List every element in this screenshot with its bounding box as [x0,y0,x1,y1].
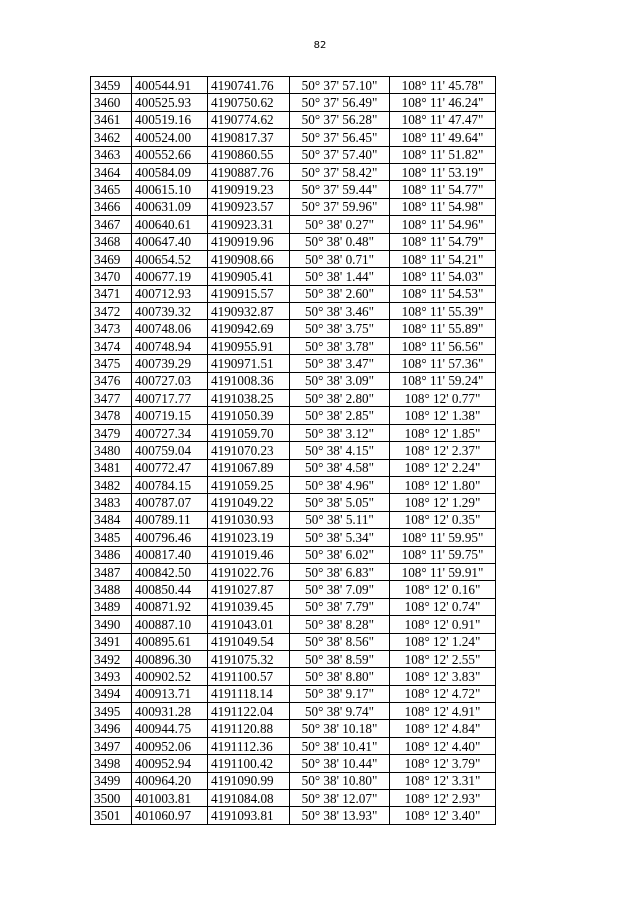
table-row [91,529,496,546]
latitude-cell: 50° 38' 6.83" [290,563,390,580]
x-coordinate-cell: 400842.50 [132,563,208,580]
latitude-cell: 50° 38' 8.28" [290,616,390,633]
y-coordinate-cell: 4191084.08 [208,790,290,807]
table-row [91,355,496,372]
latitude-cell: 50° 37' 58.42" [290,163,390,180]
point-id-cell: 3462 [91,129,132,146]
y-coordinate-cell: 4190750.62 [208,94,290,111]
latitude-cell: 50° 38' 5.34" [290,529,390,546]
latitude-cell: 50° 38' 2.80" [290,390,390,407]
longitude-cell: 108° 11' 59.91" [390,563,496,580]
point-id-cell: 3497 [91,737,132,754]
table-row [91,703,496,720]
latitude-cell: 50° 38' 2.85" [290,407,390,424]
latitude-cell: 50° 37' 56.45" [290,129,390,146]
x-coordinate-cell: 400677.19 [132,268,208,285]
point-id-cell: 3479 [91,424,132,441]
table-row [91,303,496,320]
table-row [91,77,496,94]
x-coordinate-cell: 400739.29 [132,355,208,372]
point-id-cell: 3468 [91,233,132,250]
point-id-cell: 3482 [91,476,132,493]
x-coordinate-cell: 400552.66 [132,146,208,163]
latitude-cell: 50° 38' 10.80" [290,772,390,789]
table-row [91,216,496,233]
table-row [91,633,496,650]
table-row [91,720,496,737]
y-coordinate-cell: 4191039.45 [208,598,290,615]
table-row [91,772,496,789]
x-coordinate-cell: 400789.11 [132,511,208,528]
latitude-cell: 50° 37' 57.10" [290,77,390,94]
y-coordinate-cell: 4190860.55 [208,146,290,163]
latitude-cell: 50° 37' 59.44" [290,181,390,198]
x-coordinate-cell: 400850.44 [132,581,208,598]
point-id-cell: 3481 [91,459,132,476]
point-id-cell: 3484 [91,511,132,528]
x-coordinate-cell: 400887.10 [132,616,208,633]
y-coordinate-cell: 4191019.46 [208,546,290,563]
x-coordinate-cell: 400817.40 [132,546,208,563]
table-row [91,320,496,337]
latitude-cell: 50° 37' 57.40" [290,146,390,163]
x-coordinate-cell: 400895.61 [132,633,208,650]
x-coordinate-cell: 400717.77 [132,390,208,407]
table-row [91,337,496,354]
x-coordinate-cell: 400544.91 [132,77,208,94]
y-coordinate-cell: 4191100.42 [208,755,290,772]
x-coordinate-cell: 400519.16 [132,111,208,128]
latitude-cell: 50° 38' 1.44" [290,268,390,285]
point-id-cell: 3475 [91,355,132,372]
latitude-cell: 50° 38' 3.09" [290,372,390,389]
y-coordinate-cell: 4190905.41 [208,268,290,285]
table-row [91,546,496,563]
y-coordinate-cell: 4190915.57 [208,285,290,302]
table-row [91,372,496,389]
point-id-cell: 3477 [91,390,132,407]
x-coordinate-cell: 400759.04 [132,442,208,459]
point-id-cell: 3473 [91,320,132,337]
y-coordinate-cell: 4191049.22 [208,494,290,511]
longitude-cell: 108° 12' 2.37" [390,442,496,459]
table-row [91,424,496,441]
point-id-cell: 3499 [91,772,132,789]
point-id-cell: 3460 [91,94,132,111]
y-coordinate-cell: 4190817.37 [208,129,290,146]
table-row [91,233,496,250]
point-id-cell: 3480 [91,442,132,459]
longitude-cell: 108° 11' 49.64" [390,129,496,146]
table-row [91,685,496,702]
y-coordinate-cell: 4191100.57 [208,668,290,685]
x-coordinate-cell: 400896.30 [132,650,208,667]
point-id-cell: 3474 [91,337,132,354]
longitude-cell: 108° 11' 45.78" [390,77,496,94]
coordinates-table [90,76,496,825]
point-id-cell: 3466 [91,198,132,215]
table-row [91,181,496,198]
y-coordinate-cell: 4191120.88 [208,720,290,737]
point-id-cell: 3488 [91,581,132,598]
y-coordinate-cell: 4191049.54 [208,633,290,650]
longitude-cell: 108° 12' 0.77" [390,390,496,407]
y-coordinate-cell: 4191122.04 [208,703,290,720]
x-coordinate-cell: 400524.00 [132,129,208,146]
table-row [91,650,496,667]
table-row [91,442,496,459]
x-coordinate-cell: 400964.20 [132,772,208,789]
table-row [91,163,496,180]
longitude-cell: 108° 12' 0.74" [390,598,496,615]
point-id-cell: 3493 [91,668,132,685]
x-coordinate-cell: 400952.94 [132,755,208,772]
longitude-cell: 108° 11' 54.96" [390,216,496,233]
longitude-cell: 108° 11' 54.53" [390,285,496,302]
longitude-cell: 108° 12' 1.38" [390,407,496,424]
longitude-cell: 108° 12' 1.29" [390,494,496,511]
latitude-cell: 50° 38' 4.96" [290,476,390,493]
x-coordinate-cell: 401003.81 [132,790,208,807]
longitude-cell: 108° 12' 4.40" [390,737,496,754]
latitude-cell: 50° 38' 3.75" [290,320,390,337]
table-row [91,511,496,528]
x-coordinate-cell: 400772.47 [132,459,208,476]
longitude-cell: 108° 11' 57.36" [390,355,496,372]
table-row [91,268,496,285]
longitude-cell: 108° 11' 51.82" [390,146,496,163]
y-coordinate-cell: 4190923.31 [208,216,290,233]
x-coordinate-cell: 400748.06 [132,320,208,337]
point-id-cell: 3494 [91,685,132,702]
x-coordinate-cell: 400712.93 [132,285,208,302]
point-id-cell: 3500 [91,790,132,807]
x-coordinate-cell: 401060.97 [132,807,208,824]
longitude-cell: 108° 11' 46.24" [390,94,496,111]
y-coordinate-cell: 4191090.99 [208,772,290,789]
y-coordinate-cell: 4190741.76 [208,77,290,94]
point-id-cell: 3496 [91,720,132,737]
point-id-cell: 3467 [91,216,132,233]
longitude-cell: 108° 11' 59.24" [390,372,496,389]
table-row [91,737,496,754]
table-row [91,250,496,267]
longitude-cell: 108° 12' 3.83" [390,668,496,685]
table-row [91,616,496,633]
longitude-cell: 108° 11' 59.95" [390,529,496,546]
y-coordinate-cell: 4190923.57 [208,198,290,215]
table-row [91,807,496,824]
table-row [91,94,496,111]
y-coordinate-cell: 4191030.93 [208,511,290,528]
latitude-cell: 50° 38' 3.78" [290,337,390,354]
y-coordinate-cell: 4190942.69 [208,320,290,337]
table-row [91,668,496,685]
table-row [91,146,496,163]
table-row [91,581,496,598]
point-id-cell: 3471 [91,285,132,302]
table-row [91,598,496,615]
point-id-cell: 3459 [91,77,132,94]
latitude-cell: 50° 38' 5.11" [290,511,390,528]
x-coordinate-cell: 400584.09 [132,163,208,180]
y-coordinate-cell: 4190887.76 [208,163,290,180]
longitude-cell: 108° 12' 0.35" [390,511,496,528]
y-coordinate-cell: 4191023.19 [208,529,290,546]
latitude-cell: 50° 37' 59.96" [290,198,390,215]
latitude-cell: 50° 38' 3.46" [290,303,390,320]
latitude-cell: 50° 38' 6.02" [290,546,390,563]
latitude-cell: 50° 38' 0.48" [290,233,390,250]
coordinates-table-body [91,77,496,825]
latitude-cell: 50° 38' 4.58" [290,459,390,476]
x-coordinate-cell: 400913.71 [132,685,208,702]
y-coordinate-cell: 4190955.91 [208,337,290,354]
y-coordinate-cell: 4190932.87 [208,303,290,320]
table-row [91,459,496,476]
point-id-cell: 3492 [91,650,132,667]
y-coordinate-cell: 4190774.62 [208,111,290,128]
point-id-cell: 3495 [91,703,132,720]
point-id-cell: 3489 [91,598,132,615]
longitude-cell: 108° 12' 4.84" [390,720,496,737]
x-coordinate-cell: 400631.09 [132,198,208,215]
table-row [91,790,496,807]
latitude-cell: 50° 37' 56.28" [290,111,390,128]
x-coordinate-cell: 400647.40 [132,233,208,250]
y-coordinate-cell: 4190919.96 [208,233,290,250]
table-row [91,198,496,215]
longitude-cell: 108° 12' 4.72" [390,685,496,702]
y-coordinate-cell: 4190971.51 [208,355,290,372]
longitude-cell: 108° 12' 0.16" [390,581,496,598]
table-row [91,563,496,580]
latitude-cell: 50° 38' 9.17" [290,685,390,702]
point-id-cell: 3464 [91,163,132,180]
x-coordinate-cell: 400871.92 [132,598,208,615]
x-coordinate-cell: 400748.94 [132,337,208,354]
point-id-cell: 3463 [91,146,132,163]
longitude-cell: 108° 11' 59.75" [390,546,496,563]
table-row [91,407,496,424]
longitude-cell: 108° 12' 1.80" [390,476,496,493]
x-coordinate-cell: 400525.93 [132,94,208,111]
latitude-cell: 50° 38' 4.15" [290,442,390,459]
latitude-cell: 50° 38' 10.18" [290,720,390,737]
longitude-cell: 108° 12' 0.91" [390,616,496,633]
latitude-cell: 50° 38' 3.12" [290,424,390,441]
point-id-cell: 3472 [91,303,132,320]
longitude-cell: 108° 12' 2.55" [390,650,496,667]
point-id-cell: 3478 [91,407,132,424]
point-id-cell: 3461 [91,111,132,128]
point-id-cell: 3469 [91,250,132,267]
point-id-cell: 3476 [91,372,132,389]
x-coordinate-cell: 400719.15 [132,407,208,424]
longitude-cell: 108° 11' 54.79" [390,233,496,250]
longitude-cell: 108° 12' 3.40" [390,807,496,824]
x-coordinate-cell: 400654.52 [132,250,208,267]
longitude-cell: 108° 12' 4.91" [390,703,496,720]
table-row [91,129,496,146]
y-coordinate-cell: 4191050.39 [208,407,290,424]
latitude-cell: 50° 38' 7.79" [290,598,390,615]
longitude-cell: 108° 12' 3.79" [390,755,496,772]
point-id-cell: 3483 [91,494,132,511]
y-coordinate-cell: 4191027.87 [208,581,290,598]
x-coordinate-cell: 400931.28 [132,703,208,720]
y-coordinate-cell: 4191043.01 [208,616,290,633]
point-id-cell: 3465 [91,181,132,198]
longitude-cell: 108° 11' 56.56" [390,337,496,354]
x-coordinate-cell: 400615.10 [132,181,208,198]
longitude-cell: 108° 11' 54.03" [390,268,496,285]
y-coordinate-cell: 4191008.36 [208,372,290,389]
y-coordinate-cell: 4191112.36 [208,737,290,754]
y-coordinate-cell: 4191022.76 [208,563,290,580]
longitude-cell: 108° 11' 54.21" [390,250,496,267]
y-coordinate-cell: 4191070.23 [208,442,290,459]
x-coordinate-cell: 400952.06 [132,737,208,754]
table-row [91,111,496,128]
latitude-cell: 50° 38' 0.71" [290,250,390,267]
latitude-cell: 50° 38' 8.59" [290,650,390,667]
longitude-cell: 108° 11' 53.19" [390,163,496,180]
longitude-cell: 108° 12' 1.85" [390,424,496,441]
point-id-cell: 3490 [91,616,132,633]
latitude-cell: 50° 38' 10.41" [290,737,390,754]
x-coordinate-cell: 400727.34 [132,424,208,441]
latitude-cell: 50° 38' 9.74" [290,703,390,720]
table-row [91,390,496,407]
x-coordinate-cell: 400727.03 [132,372,208,389]
y-coordinate-cell: 4191118.14 [208,685,290,702]
longitude-cell: 108° 11' 55.89" [390,320,496,337]
latitude-cell: 50° 38' 12.07" [290,790,390,807]
y-coordinate-cell: 4191067.89 [208,459,290,476]
longitude-cell: 108° 11' 54.77" [390,181,496,198]
point-id-cell: 3501 [91,807,132,824]
y-coordinate-cell: 4191093.81 [208,807,290,824]
y-coordinate-cell: 4191059.70 [208,424,290,441]
y-coordinate-cell: 4191075.32 [208,650,290,667]
x-coordinate-cell: 400787.07 [132,494,208,511]
point-id-cell: 3491 [91,633,132,650]
y-coordinate-cell: 4190908.66 [208,250,290,267]
y-coordinate-cell: 4190919.23 [208,181,290,198]
page-number: 82 [313,40,327,51]
point-id-cell: 3487 [91,563,132,580]
y-coordinate-cell: 4191038.25 [208,390,290,407]
latitude-cell: 50° 37' 56.49" [290,94,390,111]
longitude-cell: 108° 12' 1.24" [390,633,496,650]
x-coordinate-cell: 400640.61 [132,216,208,233]
longitude-cell: 108° 11' 47.47" [390,111,496,128]
point-id-cell: 3470 [91,268,132,285]
table-row [91,476,496,493]
latitude-cell: 50° 38' 8.56" [290,633,390,650]
x-coordinate-cell: 400739.32 [132,303,208,320]
x-coordinate-cell: 400784.15 [132,476,208,493]
longitude-cell: 108° 12' 2.24" [390,459,496,476]
latitude-cell: 50° 38' 8.80" [290,668,390,685]
point-id-cell: 3486 [91,546,132,563]
latitude-cell: 50° 38' 7.09" [290,581,390,598]
latitude-cell: 50° 38' 2.60" [290,285,390,302]
y-coordinate-cell: 4191059.25 [208,476,290,493]
point-id-cell: 3498 [91,755,132,772]
latitude-cell: 50° 38' 13.93" [290,807,390,824]
longitude-cell: 108° 11' 55.39" [390,303,496,320]
latitude-cell: 50° 38' 5.05" [290,494,390,511]
table-row [91,285,496,302]
x-coordinate-cell: 400796.46 [132,529,208,546]
table-row [91,755,496,772]
longitude-cell: 108° 12' 3.31" [390,772,496,789]
longitude-cell: 108° 11' 54.98" [390,198,496,215]
point-id-cell: 3485 [91,529,132,546]
x-coordinate-cell: 400944.75 [132,720,208,737]
longitude-cell: 108° 12' 2.93" [390,790,496,807]
latitude-cell: 50° 38' 10.44" [290,755,390,772]
latitude-cell: 50° 38' 0.27" [290,216,390,233]
latitude-cell: 50° 38' 3.47" [290,355,390,372]
table-row [91,494,496,511]
x-coordinate-cell: 400902.52 [132,668,208,685]
